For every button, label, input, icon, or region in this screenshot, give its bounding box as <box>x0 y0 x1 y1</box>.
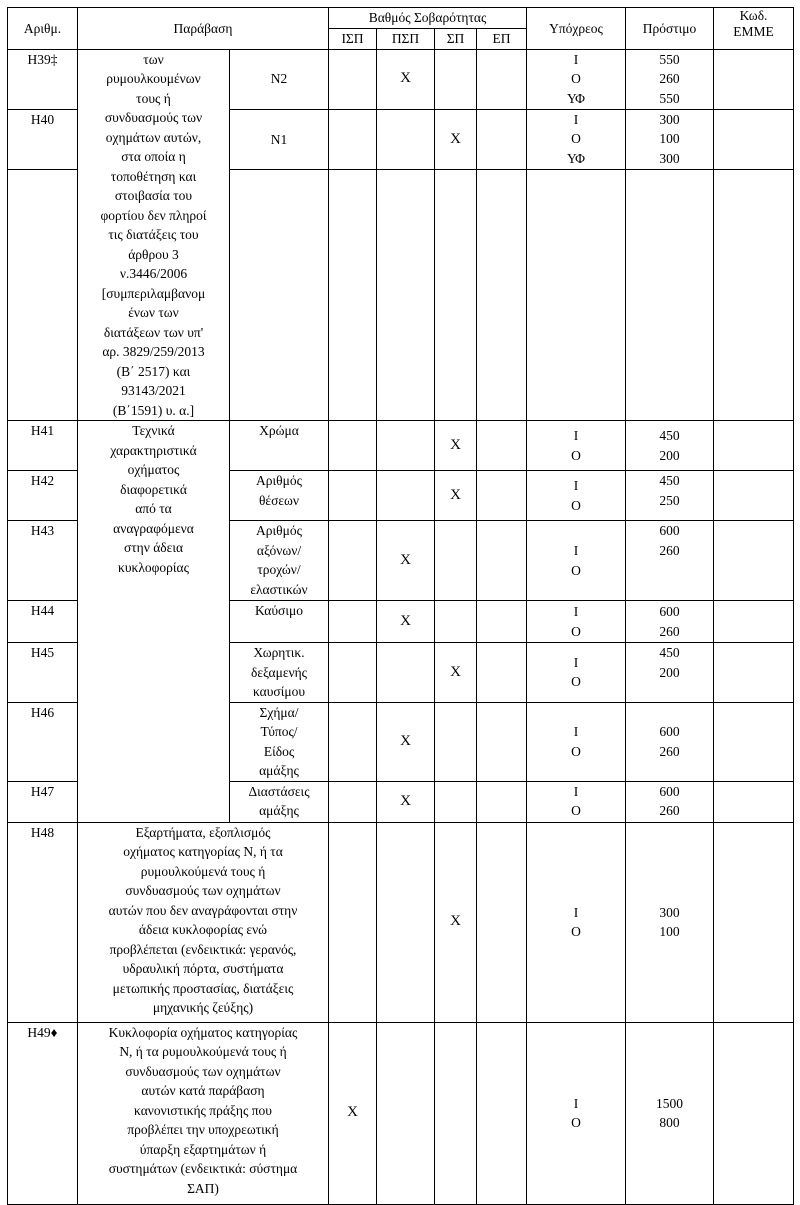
col-header-ep: ΕΠ <box>477 29 527 50</box>
liable-value: Ι <box>573 543 579 558</box>
ep-cell <box>477 781 527 822</box>
liable-cell <box>527 643 626 703</box>
fine-cell <box>626 421 714 471</box>
desc-line: ν.3446/2006 <box>119 266 188 281</box>
fine-value: 300 <box>659 904 680 920</box>
desc-line: συνδυασμούς των οχημάτων <box>125 883 281 898</box>
fine-value: 200 <box>659 447 680 463</box>
desc-line: άρθρου 3 <box>128 246 179 262</box>
liable-value: Ο <box>571 743 581 759</box>
isp-cell <box>329 49 377 109</box>
fine-value: 300 <box>659 111 680 127</box>
sp-cell <box>435 169 477 420</box>
fine-value: 600 <box>659 724 680 739</box>
isp-mark: Χ <box>329 1022 377 1204</box>
liable-cell <box>527 421 626 471</box>
fine-value: 100 <box>659 924 680 939</box>
isp-cell <box>329 471 377 521</box>
desc-line: τοποθέτηση και <box>110 168 197 184</box>
ep-cell <box>477 421 527 471</box>
col-header-psp: ΠΣΠ <box>377 29 435 50</box>
desc-line: ύπαρξη εξαρτημάτων ή <box>139 1141 267 1157</box>
fine-cell <box>626 109 714 169</box>
psp-cell <box>377 169 435 420</box>
desc-line: υδραυλική πόρτα, συστήματα <box>122 961 284 976</box>
desc-line: στην άδεια <box>123 540 184 555</box>
fine-value: 450 <box>659 645 680 660</box>
fine-value: 600 <box>659 783 680 799</box>
fine-value: 200 <box>659 664 680 680</box>
desc-line: στοιβασία του <box>114 188 193 203</box>
code-cell <box>714 109 794 169</box>
desc-line: Κυκλοφορία οχήματος κατηγορίας <box>108 1024 298 1040</box>
desc-line: Ν, ή τα ρυμουλκούμενά τους ή <box>119 1044 287 1059</box>
characteristic-cell <box>230 781 329 822</box>
fine-value: 450 <box>659 428 680 443</box>
fine-cell <box>626 471 714 521</box>
liable-cell <box>527 601 626 643</box>
fine-value: 260 <box>659 743 680 759</box>
characteristic-line: Τύπος/ <box>260 724 298 739</box>
code-cell <box>714 49 794 109</box>
psp-mark: Χ <box>377 781 435 822</box>
fine-cell <box>626 643 714 703</box>
sp-mark: Χ <box>435 421 477 471</box>
table-row-h49 <box>8 1022 794 1204</box>
characteristic-cell <box>230 702 329 781</box>
isp-cell <box>329 601 377 643</box>
desc-line: ρυμουλκούμενά τους ή <box>140 863 266 879</box>
col-header-liable: Υπόχρεος <box>527 8 626 50</box>
liable-cell <box>527 822 626 1022</box>
row-number: Η42 <box>8 471 78 521</box>
desc-line: 93143/2021 <box>121 383 186 398</box>
characteristic-cell <box>230 643 329 703</box>
liable-value: Ο <box>571 71 581 86</box>
vehicle-category: Ν1 <box>230 109 329 169</box>
desc-line: αναγραφόμενα <box>113 520 194 536</box>
desc-line: οχήματος <box>127 462 180 477</box>
desc-line: κανονιστικής πράξης που <box>134 1102 272 1118</box>
characteristic-line: αξόνων/ <box>256 542 302 558</box>
sp-mark: Χ <box>435 822 477 1022</box>
ep-cell <box>477 822 527 1022</box>
ep-cell <box>477 471 527 521</box>
sp-cell <box>435 702 477 781</box>
desc-line: Τεχνικά <box>132 423 175 438</box>
liable-cell <box>527 702 626 781</box>
row-number: Η49♦ <box>8 1022 78 1204</box>
fine-cell <box>626 49 714 109</box>
ep-cell <box>477 1022 527 1204</box>
liable-cell <box>527 49 626 109</box>
desc-line: (Β΄1591) υ. α.] <box>112 402 195 418</box>
fine-value: 550 <box>659 51 680 67</box>
desc-line: ένων των <box>128 305 179 320</box>
desc-line: διαφορετικά <box>120 481 187 497</box>
code-cell <box>714 521 794 601</box>
isp-cell <box>329 643 377 703</box>
desc-line: οχήματος κατηγορίας Ν, ή τα <box>123 844 283 859</box>
characteristic-line: θέσεων <box>258 492 300 508</box>
table-row-h39 <box>8 49 794 109</box>
characteristic-line: Χωρητικ. <box>253 645 305 660</box>
fine-value: 100 <box>659 131 680 147</box>
fine-value: 600 <box>659 523 680 538</box>
psp-mark: Χ <box>377 702 435 781</box>
liable-value: Ι <box>573 428 579 443</box>
fine-cell <box>626 169 714 420</box>
characteristic-line: αμάξης <box>259 763 299 778</box>
fine-value: 450 <box>659 473 680 488</box>
row-number: Η45 <box>8 643 78 703</box>
col-header-fine: Πρόστιμο <box>626 8 714 50</box>
violations-table <box>7 7 794 1205</box>
col-header-code: Κωδ. ΕΜΜΕ <box>714 8 794 50</box>
group1-description <box>78 49 230 421</box>
desc-line: άδεια κυκλοφορίας ενώ <box>138 922 268 937</box>
sp-mark: Χ <box>435 109 477 169</box>
liable-value: Ι <box>573 111 579 127</box>
characteristic-cell <box>230 601 329 643</box>
row-number: Η48 <box>8 822 78 1022</box>
row-number: Η46 <box>8 702 78 781</box>
liable-value: Ι <box>573 51 579 67</box>
ep-cell <box>477 521 527 601</box>
ep-cell <box>477 643 527 703</box>
psp-cell <box>377 109 435 169</box>
fine-value: 260 <box>659 623 680 639</box>
characteristic-line: Καύσιμο <box>255 603 303 618</box>
liable-value: Ο <box>571 1115 581 1130</box>
fine-cell <box>626 781 714 822</box>
row-number: Η39‡ <box>8 49 78 109</box>
code-cell <box>714 702 794 781</box>
liable-value: Ι <box>573 1095 579 1111</box>
sp-cell <box>435 601 477 643</box>
desc-line: ρυμουλκουμένων <box>106 71 201 86</box>
psp-mark: Χ <box>377 521 435 601</box>
col-header-violation: Παράβαση <box>78 8 329 50</box>
characteristic-line: Είδος <box>263 743 295 759</box>
liable-value: Ο <box>571 803 581 818</box>
group2-description <box>78 421 230 823</box>
characteristic-line: Αριθμός <box>256 473 302 488</box>
desc-line: (Β΄ 2517) και <box>116 363 191 379</box>
isp-cell <box>329 822 377 1022</box>
psp-cell <box>377 471 435 521</box>
liable-value: Ο <box>571 497 581 513</box>
vehicle-category: Ν2 <box>230 49 329 109</box>
characteristic-cell <box>230 471 329 521</box>
liable-value: Ο <box>571 924 581 939</box>
code-cell <box>714 781 794 822</box>
sp-mark: Χ <box>435 643 477 703</box>
row-number: Η43 <box>8 521 78 601</box>
liable-value: Ο <box>571 131 581 147</box>
fine-value: 260 <box>659 542 680 558</box>
characteristic-line: Σχήμα/ <box>259 704 299 720</box>
characteristic-line: Χρώμα <box>259 423 299 438</box>
fine-value: 260 <box>659 71 680 86</box>
desc-line: οχημάτων αυτών, <box>105 129 202 145</box>
desc-line: τους ή <box>136 90 171 106</box>
row-number: Η44 <box>8 601 78 643</box>
code-cell <box>714 169 794 420</box>
table-row-h48 <box>8 822 794 1022</box>
ep-cell <box>477 169 527 420</box>
code-cell <box>714 471 794 521</box>
ep-cell <box>477 601 527 643</box>
col-header-isp: ΙΣΠ <box>329 29 377 50</box>
code-cell <box>714 1022 794 1204</box>
liable-value: ΥΦ <box>566 90 586 106</box>
psp-cell <box>377 822 435 1022</box>
psp-cell <box>377 421 435 471</box>
liable-value: Ι <box>573 478 579 493</box>
liable-value: Ο <box>571 674 581 690</box>
desc-line: διατάξεων των υπ' <box>103 324 204 340</box>
isp-cell <box>329 702 377 781</box>
fine-value: 260 <box>659 803 680 818</box>
desc-line: κυκλοφορίας <box>118 559 189 575</box>
characteristic-line: καυσίμου <box>252 684 306 699</box>
fine-cell <box>626 702 714 781</box>
liable-value: Ο <box>571 562 581 578</box>
code-cell <box>714 601 794 643</box>
liable-cell <box>527 169 626 420</box>
characteristic-line: ελαστικών <box>250 581 308 597</box>
fine-cell <box>626 822 714 1022</box>
liable-cell <box>527 521 626 601</box>
desc-line: φορτίου δεν πληροί <box>100 207 207 223</box>
desc-line: τις διατάξεις του <box>108 227 199 242</box>
desc-line: μηχανικής ζεύξης) <box>152 1000 254 1015</box>
fine-value: 550 <box>659 90 680 106</box>
col-header-severity: Βαθμός Σοβαρότητας <box>329 8 527 29</box>
characteristic-line: Αριθμός <box>256 523 302 538</box>
desc-line: από τα <box>135 501 172 516</box>
desc-line: αυτών κατά παράβαση <box>141 1083 265 1098</box>
liable-cell <box>527 1022 626 1204</box>
ep-cell <box>477 109 527 169</box>
desc-line: στα οποία η <box>121 149 186 164</box>
desc-line: Εξαρτήματα, εξοπλισμός <box>135 824 271 840</box>
desc-line: προβλέπεται (ενδεικτικά: γερανός, <box>109 941 297 957</box>
liable-cell <box>527 471 626 521</box>
row-number: Η47 <box>8 781 78 822</box>
liable-value: Ι <box>573 904 579 920</box>
desc-line: χαρακτηριστικά <box>110 442 197 458</box>
sp-cell <box>435 781 477 822</box>
liable-value: Ο <box>571 447 581 463</box>
liable-cell <box>527 109 626 169</box>
liable-value: Ι <box>573 783 579 799</box>
fine-value: 600 <box>659 604 680 619</box>
isp-cell <box>329 781 377 822</box>
characteristic-cell <box>230 521 329 601</box>
row-number: Η41 <box>8 421 78 471</box>
code-cell <box>714 421 794 471</box>
vehicle-category-empty <box>230 169 329 420</box>
characteristic-cell <box>230 421 329 471</box>
psp-mark: Χ <box>377 49 435 109</box>
col-header-sp: ΣΠ <box>435 29 477 50</box>
characteristic-line: τροχών/ <box>257 562 301 577</box>
header-row-1 <box>8 8 794 29</box>
liable-value: Ι <box>573 724 579 739</box>
psp-cell <box>377 1022 435 1204</box>
fine-value: 250 <box>659 492 680 508</box>
row-number-empty <box>8 169 78 420</box>
desc-line: συνδυασμούς των <box>104 110 203 125</box>
liable-value: Ι <box>573 604 579 619</box>
fine-value: 1500 <box>656 1095 683 1111</box>
sp-mark: Χ <box>435 471 477 521</box>
desc-line: συνδυασμούς των οχημάτων <box>125 1063 281 1079</box>
psp-cell <box>377 643 435 703</box>
isp-cell <box>329 109 377 169</box>
desc-line: μετωπικής προστασίας, διατάξεις <box>112 980 294 996</box>
characteristic-line: Διαστάσεις <box>248 783 310 799</box>
sp-cell <box>435 521 477 601</box>
fine-cell <box>626 601 714 643</box>
violation-description <box>78 1022 329 1204</box>
fine-value: 800 <box>659 1115 680 1130</box>
fine-cell <box>626 521 714 601</box>
desc-line: των <box>143 51 164 67</box>
desc-line: [συμπεριλαμβανομ <box>101 285 206 301</box>
isp-cell <box>329 421 377 471</box>
ep-cell <box>477 49 527 109</box>
table-row-h41 <box>8 421 794 471</box>
isp-cell <box>329 169 377 420</box>
desc-line: ΣΑΠ) <box>187 1180 219 1196</box>
desc-line: συστημάτων (ενδεικτικά: σύστημα <box>108 1161 298 1176</box>
code-cell <box>714 643 794 703</box>
desc-line: προβλέπει την υποχρεωτική <box>127 1122 279 1137</box>
isp-cell <box>329 521 377 601</box>
liable-value: ΥΦ <box>566 150 586 166</box>
liable-value: Ι <box>573 654 579 670</box>
liable-cell <box>527 781 626 822</box>
desc-line: αρ. 3829/259/2013 <box>102 344 205 359</box>
fine-cell <box>626 1022 714 1204</box>
sp-cell <box>435 49 477 109</box>
liable-value: Ο <box>571 623 581 639</box>
code-cell <box>714 822 794 1022</box>
psp-mark: Χ <box>377 601 435 643</box>
sp-cell <box>435 1022 477 1204</box>
ep-cell <box>477 702 527 781</box>
characteristic-line: δεξαμενής <box>250 664 308 680</box>
desc-line: αυτών που δεν αναγράφονται στην <box>108 902 298 918</box>
fine-value: 300 <box>659 150 680 166</box>
characteristic-line: αμάξης <box>259 803 299 818</box>
violation-description <box>78 822 329 1022</box>
row-number: Η40 <box>8 109 78 169</box>
col-header-number: Αριθμ. <box>8 8 78 50</box>
violations-table-wrapper <box>7 7 794 1205</box>
